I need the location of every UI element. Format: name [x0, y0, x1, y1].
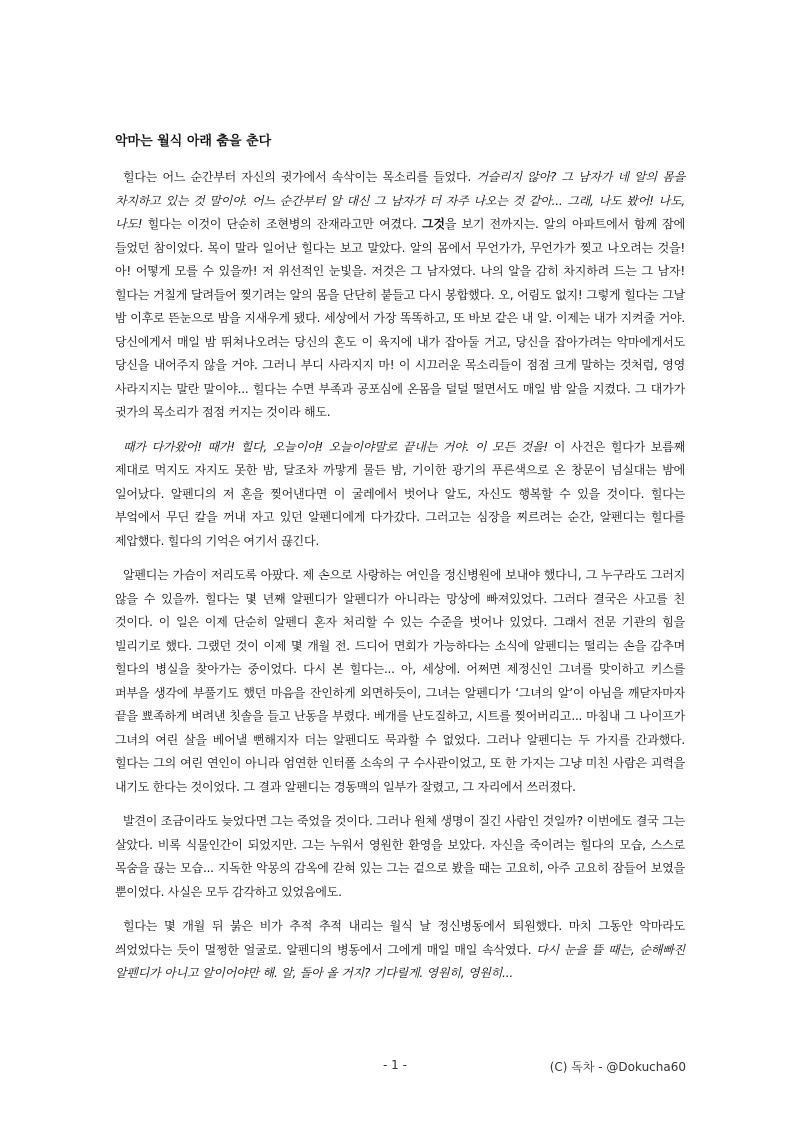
document-body — [115, 166, 685, 986]
paragraph — [115, 915, 685, 986]
page-footer — [0, 1058, 800, 1078]
text-run: 힐다는 어느 순간부터 자신의 귓가에서 속삭이는 목소리를 들었다. — [123, 170, 477, 184]
document-page — [115, 132, 685, 997]
italic-text: 거슬리지 않아? 그 남자가 네 알의 몸을 차지하고 있는 것 말이야. 어느 순간부터 알 대신 그 남자가 더 자주 나오는 것 같아... 그래, 나도 봤어! 나도, 나도! — [115, 170, 685, 231]
text-run: 힐다는 몇 개월 뒤 붉은 비가 추적 추적 내리는 월식 날 정신병동에서 퇴원했다. 마치 그동안 악마라도 씌었었다는 듯이 멀쩡한 얼굴로. 알펜디의 병동에서 그에게 매일 매일 속삭였다. — [115, 919, 685, 957]
paragraph — [115, 810, 685, 904]
text-run: 알펜디는 가슴이 저리도록 아팠다. 제 손으로 사랑하는 여인을 정신병원에 보내야 했다니, 그 누구라도 그러지 않을 수 있을까. 힐다는 몇 년째 알펜디가 알펜디가 아니라는 망상에 빠져있었다. 그러다 결국은 사고를 친 것이다. 이 일은 이제 단순히 알펜디 혼자 처리할 수 있는 수준을 벗어나 있었다. 그래서 전문 기관의 힘을 빌리기로 했다. 그랬던 것이 이제 몇 개월 전. 드디어 면회가 가능하다는 소식에 알펜디는 떨리는 손을 감추며 힐다의 병실을 찾아가는 중이었다. 다시 본 힐다는... 아, 세상에. 어쩌면 제정신인 그녀를 맞이하고 키스를 퍼부을 생각에 부풀기도 했던 마음을 잔인하게 외면하듯이, 그녀는 알펜디가 ‘그녀의 알’이 아님을 깨닫자마자 끝을 뾰족하게 벼려낸 칫솔을 들고 난동을 부렸다. 베개를 난도질하고, 시트를 찢어버리고... 마침내 그 나이프가 그녀의 여린 살을 베어낼 뻔해지자 더는 알펜디도 묵과할 수 없었다. 그러나 알펜디는 두 가지를 간과했다. 힐다는 그의 여린 연인이 아니라 엄연한 인터폴 소속의 구 수사관이었고, 또 한 가지는 그냥 미친 사람은 괴력을 내기도 한다는 것이었다. 그 결과 알펜디는 경동맥의 일부가 잘렸고, 그 자리에서 쓰러졌다. — [115, 568, 685, 794]
paragraph — [115, 166, 685, 425]
document-title: 악마는 월식 아래 춤을 춘다 — [115, 134, 272, 149]
text-run: 힐다는 이것이 단순히 조현병의 잔재라고만 여겼다. — [142, 217, 423, 231]
text-run: 발견이 조금이라도 늦었다면 그는 죽었을 것이다. 그러나 원체 생명이 질긴 사람인 것일까? 이번에도 결국 그는 살았다. 비록 식물인간이 되었지만. 그는 누워서 영원한 환영을 보았다. 자신을 죽이려는 힐다의 모습, 스스로 목숨을 끊는 모습... 지독한 악몽의 감옥에 갇혀 있는 그는 겉으로 봤을 때는 고요히, 아주 고요히 잠들어 보였을 뿐이었다. 사실은 모두 감각하고 있었음에도. — [115, 814, 685, 899]
text-run: 을 보기 전까지는. 알의 아파트에서 함께 잠에 들었던 참이었다. 목이 말라 일어난 힐다는 보고 말았다. 알의 몸에서 무언가가, 무언가가 찢고 나오려는 것을! 아! 어떻게 모를 수 있을까! 저 위선적인 눈빛을. 저것은 그 남자였다. 나의 알을 감히 차지하려 드는 그 남자! 힐다는 거칠게 달려들어 찢기려는 알의 몸을 단단히 붙들고 다시 봉합했다. 오, 어림도 없지! 그렇게 힐다는 그날 밤 이후로 뜬눈으로 밤을 지새우게 됐다. 세상에서 가장 똑똑하고, 또 바보 같은 내 알. 이제는 내가 지켜줄 거야. 당신에게서 매일 밤 뛰쳐나오려는 당신의 혼도 이 육지에 내가 잡아둘 거고, 당신을 잡아가려는 악마에게서도 당신을 내어주지 않을 거야. 그러니 부디 사라지지 마! 이 시끄러운 목소리들이 점점 크게 말하는 것처럼, 영영 사라지지는 말란 말이야... 힐다는 수면 부족과 공포심에 온몸을 덜덜 떨면서도 매일 밤 알을 지켰다. 그 대가가 귓가의 목소리가 점점 커지는 것이라 해도. — [115, 217, 685, 419]
bold-text: 그것 — [422, 217, 445, 231]
page-number: - 1 - — [383, 1058, 407, 1072]
italic-text: 때가 다가왔어! 때가! 힐다, 오늘이야! 오늘이야말로 끝내는 거야. 이 모든 것을! — [123, 439, 549, 454]
text-run: 이 사건은 힐다가 보름째 제대로 먹지도 자지도 못한 밤, 달조차 까맣게 물든 밤, 기이한 광기의 푸른색으로 온 창문이 넘실대는 밤에 일어났다. 알펜디의 저 혼을 찢어낸다면 이 굴레에서 벗어나 알도, 자신도 행복할 수 있을 것이다. 힐다는 부엌에서 무딘 칼을 꺼내 자고 있던 알펜디에게 다가갔다. 그러고는 심장을 찌르려는 순간, 알펜디는 힐다를 제압했다. 힐다의 기억은 여기서 끊긴다. — [115, 439, 685, 548]
paragraph — [115, 436, 685, 554]
italic-text: 다시 눈을 뜰 때는, 순해빠진 알펜디가 아니고 알이어야만 해. 알, 돌아 올 거지? 기다릴게. 영원히, 영원히... — [115, 942, 686, 980]
paragraph — [115, 564, 685, 799]
copyright-credit: (C) 독차 - @Dokucha60 — [549, 1060, 686, 1074]
